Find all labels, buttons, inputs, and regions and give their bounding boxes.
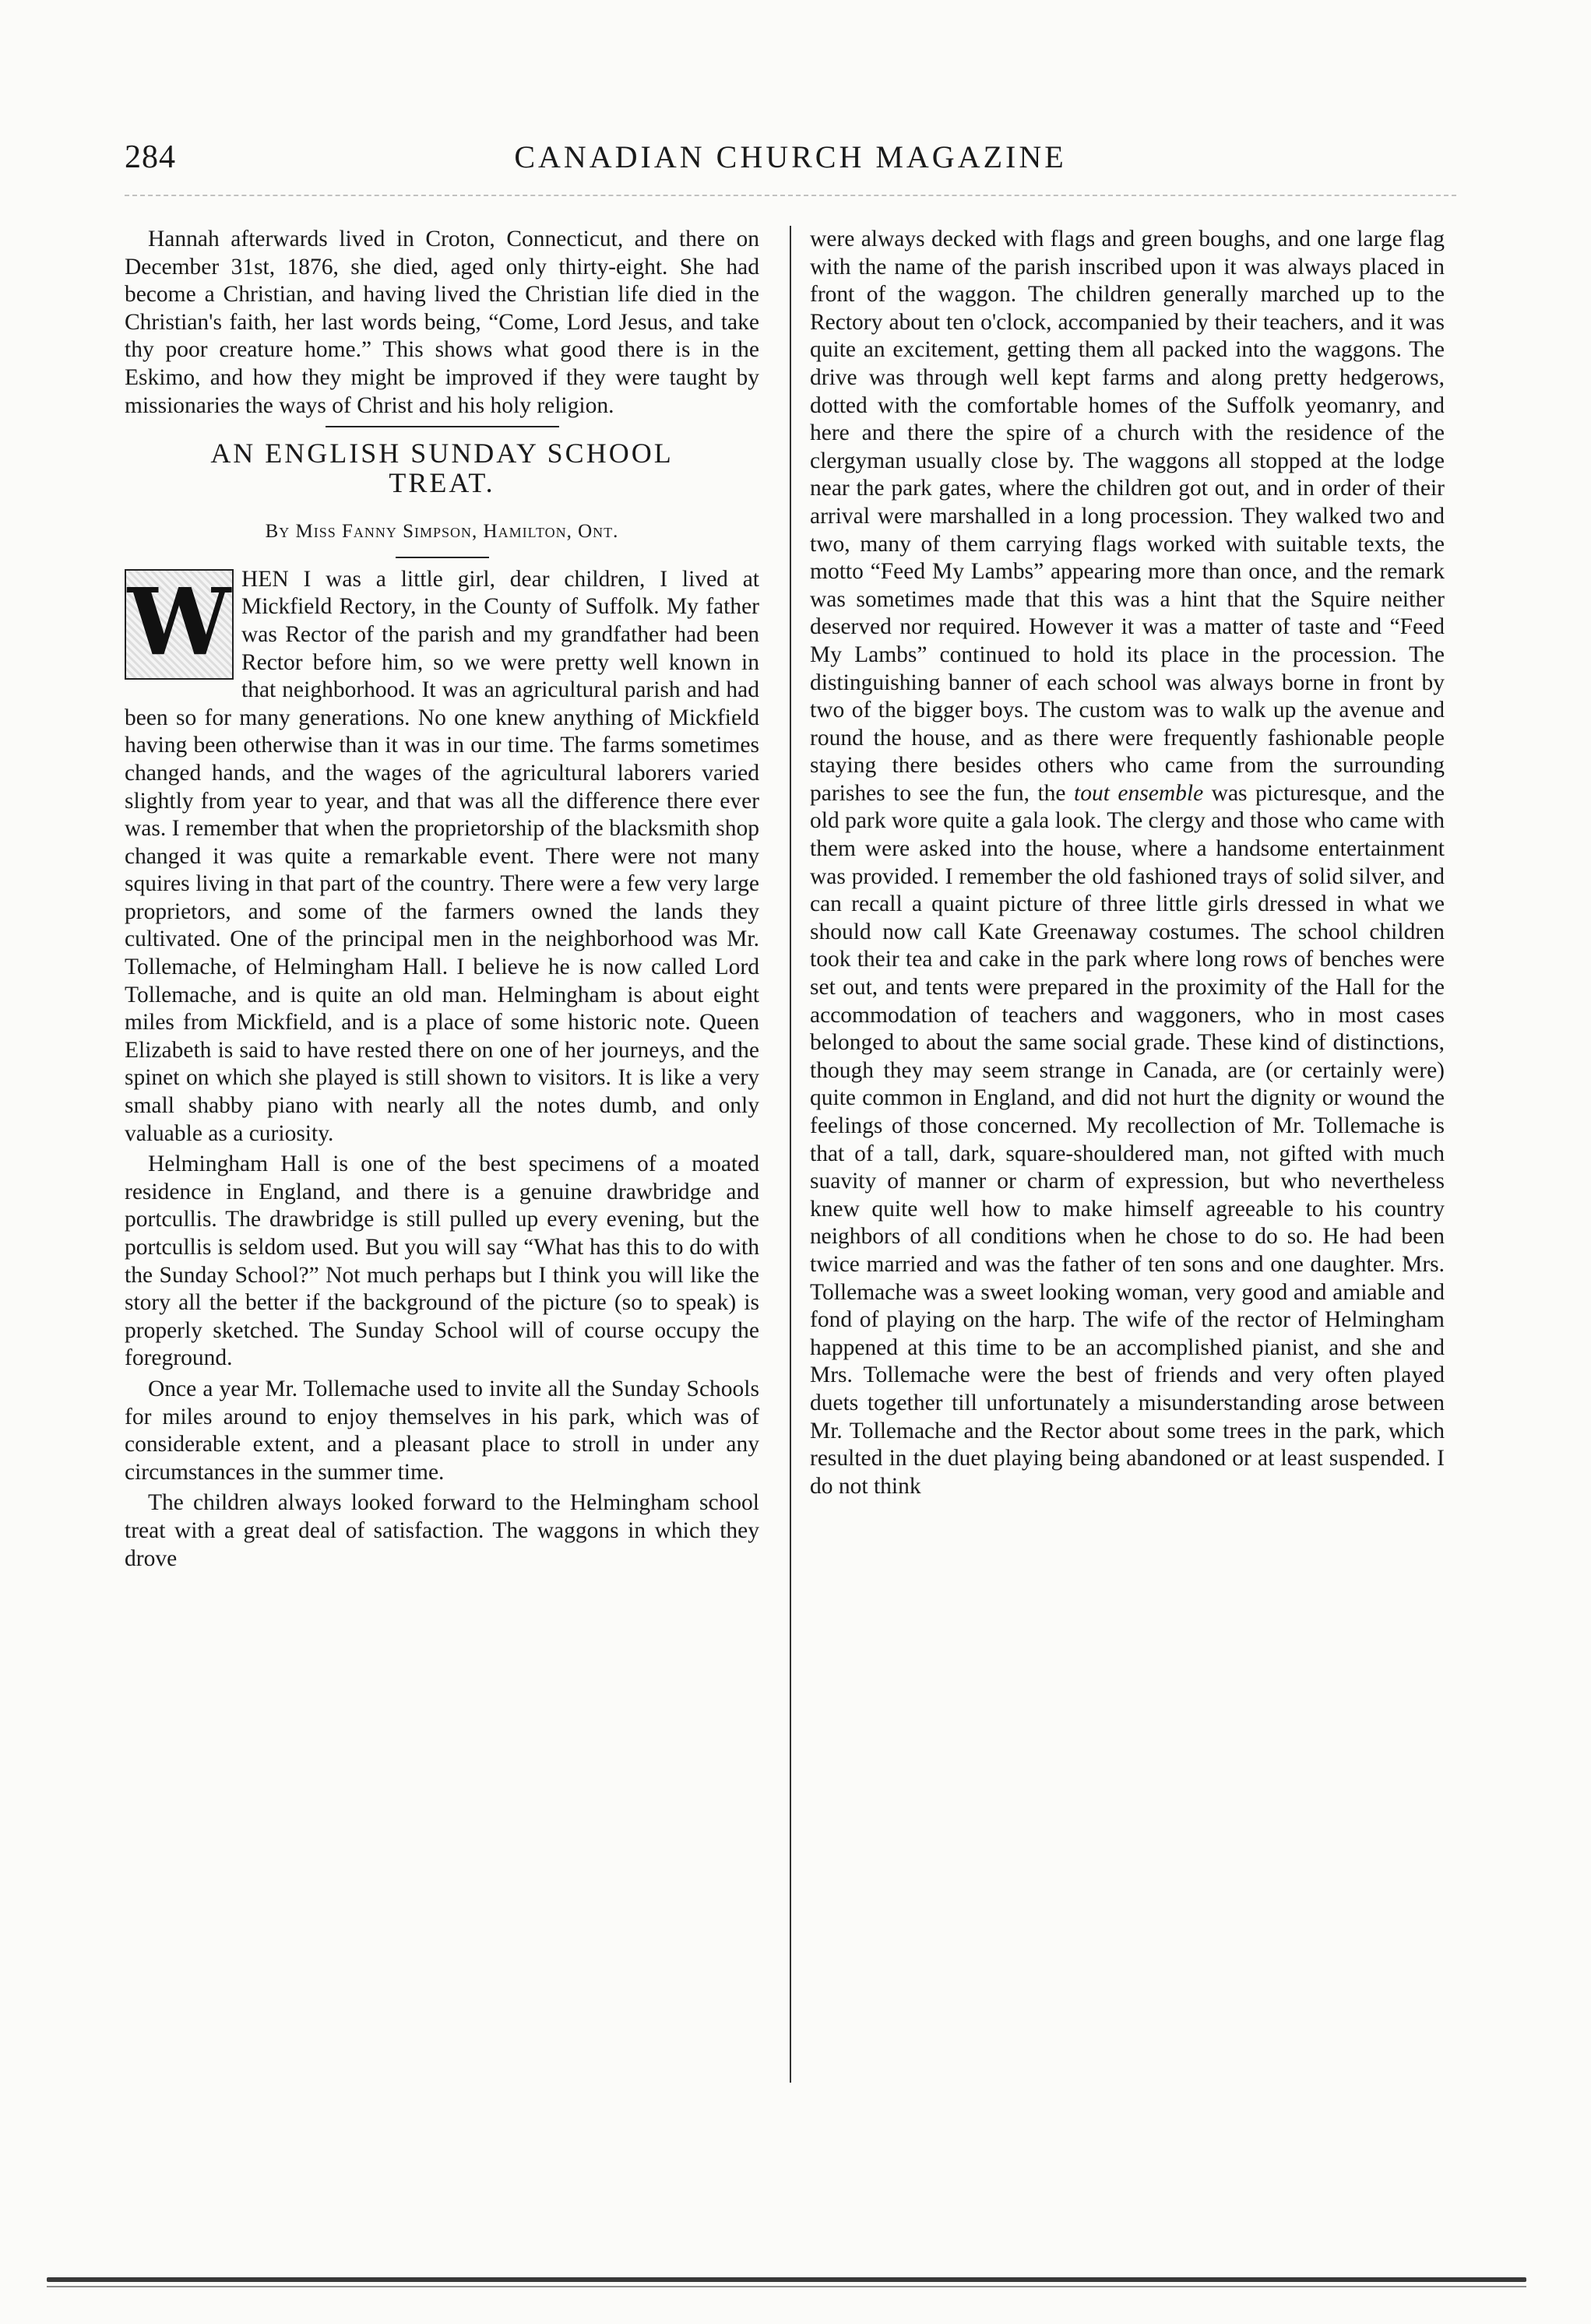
running-head: CANADIAN CHURCH MAGAZINE <box>514 139 1067 174</box>
continued-text-part-1: were always decked with flags and green boughs, and one large flag with the name of the parish inscribed upon it was always placed in front of the waggon. The children generally marched up to the Rectory about ten o'clock, accompanied by their teachers, and it was quite an excitement, getting them all packed into the waggons. The drive was through well kept farms and along pretty hedgerows, dotted with the comfortable homes of the Suffolk yeomanry, and here and there the spire of a church with the residence of the clergyman usually close by. The waggons all stopped at the lodge near the park gates, where the children got out, and in order of their arrival were marshalled in a long procession. They walked two and two, many of them carrying flags worked with suitable texts, the motto “Feed My Lambs” appearing more than once, and the remark was sometimes made that this was a hint that the Squire neither deserved nor required. However it was a matter of taste and “Feed My Lambs” continued to hold its place in the procession. The distinguishing banner of each school was always borne in front by two of the bigger boys. The custom was to walk up the avenue and round the house, and as there were frequently fashionable people staying there besides others who came from the surrounding parishes to see the fun, the <box>810 227 1445 806</box>
article-title <box>125 438 759 497</box>
right-column <box>810 226 1445 1500</box>
section-rule <box>326 426 559 427</box>
left-column <box>125 226 759 1573</box>
page-number: 284 <box>125 139 176 175</box>
footer-rule-thin <box>47 2286 1526 2287</box>
dropcap-letter: W <box>127 567 231 676</box>
continued-text-part-2: was picturesque, and the old park wore quite a gala look. The clergy and those who came with them were asked into the house, where a handsome entertainment was provided. I remember the old fashioned trays of solid silver, and can recall a quaint picture of three little girls dressed in what we should now call Kate Greenaway costumes. The school children took their tea and cake in the park where long rows of benches were set out, and tents were prepared in the proximity of the Hall for the accommodation of teachers and waggoners, who in most cases belonged to about the same social grade. These kind of distinctions, though they may seem strange in Canada, are (or certainly were) quite common in England, and did not hurt the dignity or wound the feelings of those concerned. My recollection of Mr. Tollemache is that of a tall, dark, square-shouldered man, not gifted with much suavity of manner or charm of expression, but who nevertheless knew quite well how to make himself agreeable to his country neighbors of all conditions when he chose to do so. He had been twice married and was the father of ten sons and one daughter. Mrs. Tollemache was a sweet looking woman, very good and amiable and fond of playing on the harp. The wife of the rector of Helmingham happened at this time to be an accomplished pianist, and she and Mrs. Tollemache were the best of friends and very often played duets together till unfortunately a misunderstanding arose between Mr. Tollemache and the Rector about some trees in the park, which resulted in the duet playing being abandoned or at least suspended. I do not think <box>810 780 1445 1499</box>
paragraph-once-a-year: Once a year Mr. Tollemache used to invite all the Sunday Schools for miles around to enjoy themselves in his park, which was of considerable extent, and a pleasant place to stroll in under any circumstances in the summer time. <box>125 1376 759 1485</box>
ornamental-dropcap-icon <box>125 569 234 680</box>
header-rule <box>125 195 1456 196</box>
byline: By Miss Fanny Simpson, Hamilton, Ont. <box>265 521 619 543</box>
article-title-line-1: AN ENGLISH SUNDAY SCHOOL <box>210 438 674 469</box>
footer-rule <box>47 2277 1526 2282</box>
article-title-line-2: TREAT. <box>389 467 495 499</box>
paragraph-children-looked-forward: The children always looked forward to the Helmingham school treat with a great deal of satisfaction. The waggons in which they drove <box>125 1490 759 1571</box>
opening-paragraph: HEN I was a little girl, dear children, I lived at Mickfield Rectory, in the County of Suffolk. My father was Rector of the parish and my grandfather had been Rector before him, so we were pretty well known in that neighborhood. It was an agricultural parish and had been so for many generations. No one knew anything of Mickfield having been otherwise than it was in our time. The farms sometimes changed hands, and the wages of the agricultural laborers varied slightly from year to year, and that was all the difference there ever was. I remember that when the proprietorship of the blacksmith shop changed it was quite a remarkable event. There were not many squires living in that part of the country. There were a few very large proprietors, and some of the farmers owned the lands they cultivated. One of the principal men in the neighborhood was Mr. Tollemache, of Helmingham Hall. I believe he is now called Lord Tollemache, and is quite an old man. Helmingham is about eight miles from Mickfield, and is a place of some historic note. Queen Elizabeth is said to have rested there on one of her journeys, and the spinet on which she played is still shown to visitors. It is like a very small shabby piano with nearly all the notes dumb, and only valuable as a curiosity. <box>125 566 759 1146</box>
opening-block <box>125 566 759 1148</box>
page-header <box>125 139 1456 185</box>
byline-rule <box>396 557 489 558</box>
paragraph-helmingham-hall: Helmingham Hall is one of the best specimens of a moated residence in England, and there is a genuine drawbridge and portcullis. The drawbridge is still pulled up every evening, but the portcullis is seldom used. But you will say “What has this to do with the Sunday School?” Not much perhaps but I think you will like the story all the better if the background of the picture (so to speak) is properly sketched. The Sunday School will of course occupy the foreground. <box>125 1151 759 1371</box>
column-divider <box>790 226 791 2083</box>
intro-paragraph: Hannah afterwards lived in Croton, Connecticut, and there on December 31st, 1876, she died, aged only thirty-eight. She had become a Christian, and having lived the Christian life died in the Christian's faith, her last words being, “Come, Lord Jesus, and take thy poor creature home.” This shows what good there is in the Eskimo, and how they might be improved if they were taught by missionaries the ways of Christ and his holy religion. <box>125 227 759 418</box>
italic-phrase: tout ensemble <box>1074 780 1204 806</box>
continued-paragraph <box>810 226 1445 1500</box>
